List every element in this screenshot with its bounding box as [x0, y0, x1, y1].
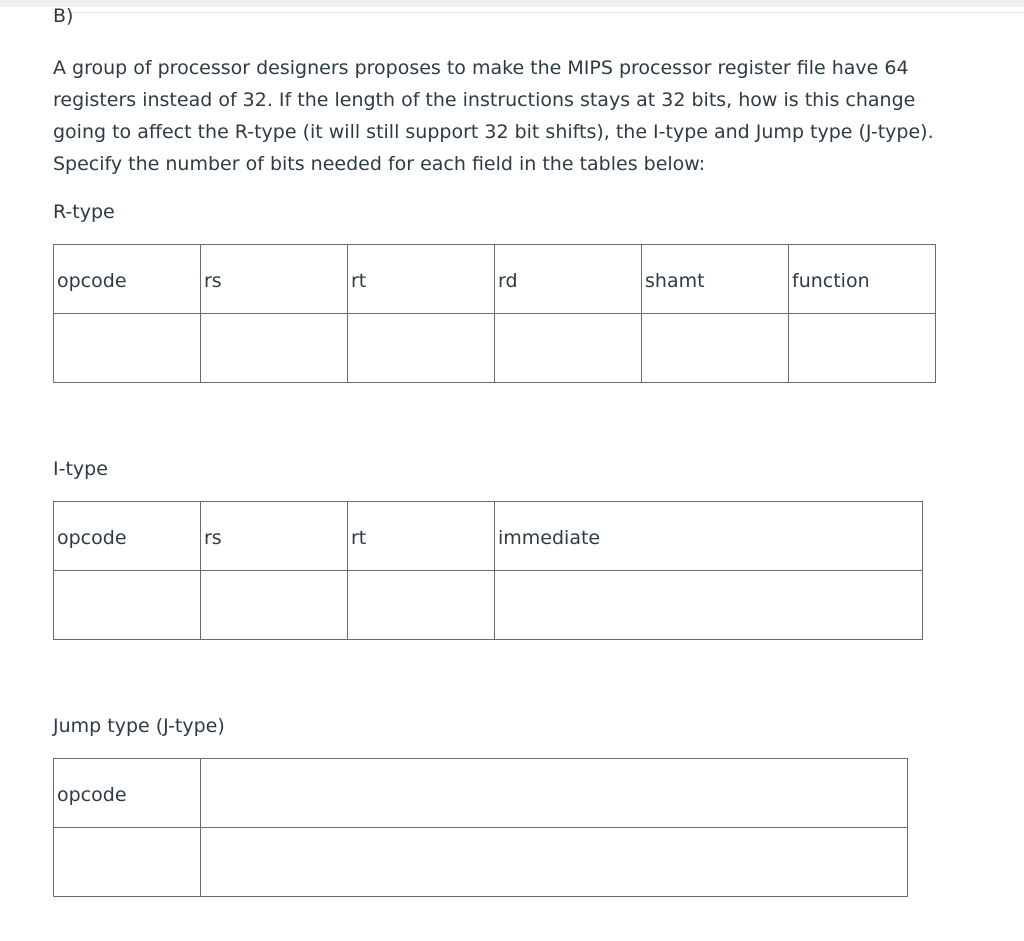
r-rt-header: rt — [348, 245, 495, 314]
j-opcode-bits-cell[interactable] — [54, 828, 201, 897]
top-bar — [0, 0, 1024, 7]
r-rs-bits-cell[interactable] — [201, 314, 348, 383]
j-address-bits-cell[interactable] — [201, 828, 908, 897]
field-name-row — [54, 502, 923, 571]
i-type-label: I-type — [53, 458, 108, 480]
j-opcode-header: opcode — [54, 759, 201, 828]
i-type-table — [53, 501, 923, 640]
r-function-bits-cell[interactable] — [789, 314, 936, 383]
r-opcode-bits-cell[interactable] — [54, 314, 201, 383]
r-rd-header: rd — [495, 245, 642, 314]
question-text: A group of processor designers proposes to make the MIPS processor register file have 64 registers instead of 32. If the length of the instructions stays at 32 bits, how is this change going to affect the R-type (it will still support 32 bit shifts), the I-type and Jump type (J-type). Specify the number of bits needed for each field in the tables below: — [53, 57, 934, 175]
r-shamt-bits-cell[interactable] — [642, 314, 789, 383]
bits-answer-row — [54, 314, 936, 383]
i-immediate-header: immediate — [495, 502, 923, 571]
i-opcode-bits-cell[interactable] — [54, 571, 201, 640]
i-immediate-bits-cell[interactable] — [495, 571, 923, 640]
bits-answer-row — [54, 828, 908, 897]
j-address-header — [201, 759, 908, 828]
section-label: B) — [53, 5, 74, 27]
r-rd-bits-cell[interactable] — [495, 314, 642, 383]
i-rt-bits-cell[interactable] — [348, 571, 495, 640]
j-type-table — [53, 758, 908, 897]
field-name-row — [54, 759, 908, 828]
bits-answer-row — [54, 571, 923, 640]
r-shamt-header: shamt — [642, 245, 789, 314]
field-name-row — [54, 245, 936, 314]
r-rt-bits-cell[interactable] — [348, 314, 495, 383]
r-function-header: function — [789, 245, 936, 314]
i-rt-header: rt — [348, 502, 495, 571]
r-rs-header: rs — [201, 245, 348, 314]
divider — [52, 12, 1024, 13]
r-type-table — [53, 244, 936, 383]
i-rs-header: rs — [201, 502, 348, 571]
r-opcode-header: opcode — [54, 245, 201, 314]
i-rs-bits-cell[interactable] — [201, 571, 348, 640]
r-type-label: R-type — [53, 201, 115, 223]
i-opcode-header: opcode — [54, 502, 201, 571]
j-type-label: Jump type (J-type) — [53, 715, 225, 737]
